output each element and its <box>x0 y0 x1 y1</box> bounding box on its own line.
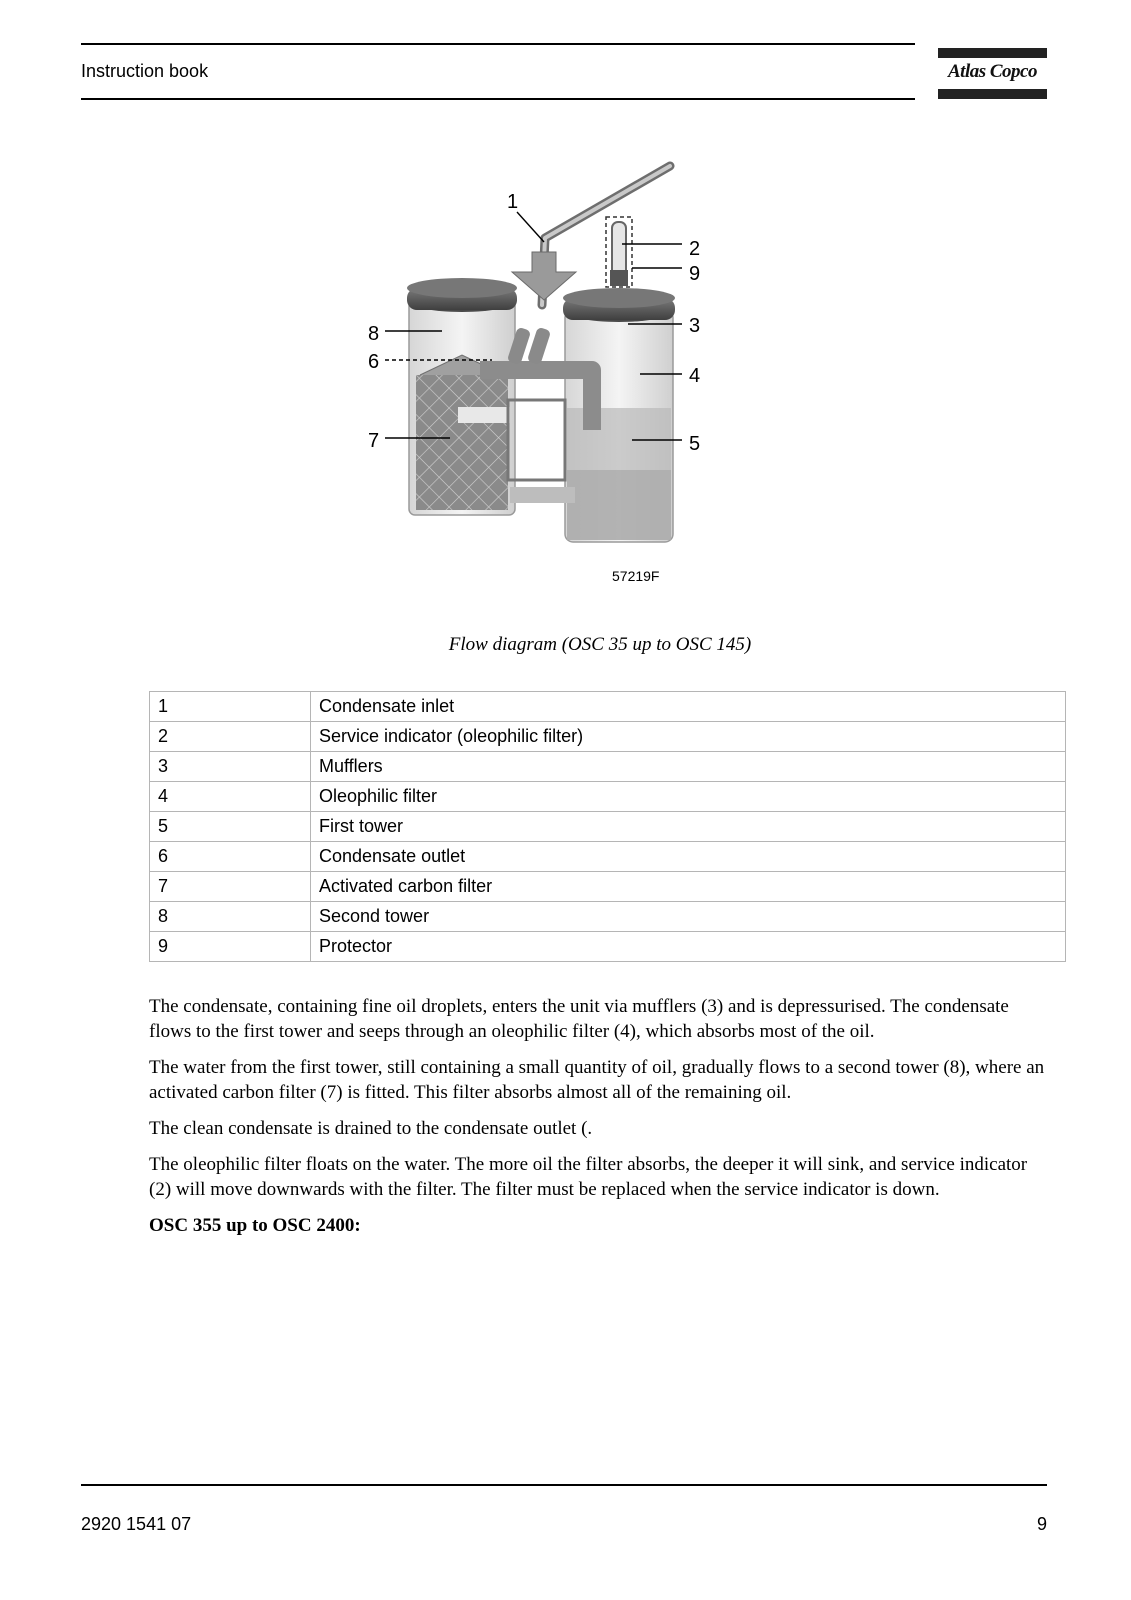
legend-label: Condensate inlet <box>311 692 1066 722</box>
legend-num: 7 <box>150 872 311 902</box>
table-row <box>150 842 1066 872</box>
figure-code: 57219F <box>612 568 660 584</box>
table-row <box>150 782 1066 812</box>
table-row <box>150 932 1066 962</box>
legend-num: 5 <box>150 812 311 842</box>
legend-num: 1 <box>150 692 311 722</box>
body-text <box>149 994 1049 1249</box>
table-row <box>150 722 1066 752</box>
callout-5: 5 <box>689 433 701 455</box>
page-number: 9 <box>1036 1514 1047 1534</box>
table-row <box>150 752 1066 782</box>
footer-rule <box>81 1484 1047 1486</box>
callout-6: 6 <box>368 351 380 373</box>
callout-1: 1 <box>507 191 519 213</box>
legend-label: Protector <box>311 932 1066 962</box>
callout-2: 2 <box>689 238 701 260</box>
body-paragraph: The condensate, containing fine oil droplets, enters the unit via mufflers (3) and is depressurised. The condensate flows to the first tower and seeps through an oleophilic filter (4), which absorbs most of the oil. <box>149 996 1009 1042</box>
body-paragraph: The water from the first tower, still containing a small quantity of oil, gradually flows to a second tower (8), where an activated carbon filter (7) is fitted. This filter absorbs almost all of the remaining oil. <box>149 1057 1045 1103</box>
legend-label: Activated carbon filter <box>311 872 1066 902</box>
table-row <box>150 812 1066 842</box>
legend-num: 8 <box>150 902 311 932</box>
flow-diagram-figure <box>360 160 760 590</box>
callout-4: 4 <box>689 365 701 387</box>
atlas-copco-logo <box>938 48 1047 100</box>
table-row <box>150 902 1066 932</box>
legend-label: Mufflers <box>311 752 1066 782</box>
section-subheading: OSC 355 up to OSC 2400: <box>149 1215 361 1236</box>
legend-num: 2 <box>150 722 311 752</box>
legend-label: Second tower <box>311 902 1066 932</box>
legend-label: Oleophilic filter <box>311 782 1066 812</box>
legend-num: 3 <box>150 752 311 782</box>
body-paragraph: The clean condensate is drained to the condensate outlet (. <box>149 1118 593 1139</box>
inlet-arrow <box>512 252 576 300</box>
legend-num: 4 <box>150 782 311 812</box>
logo-bar-bottom <box>938 89 1047 99</box>
legend-num: 6 <box>150 842 311 872</box>
legend-label: Service indicator (oleophilic filter) <box>311 722 1066 752</box>
legend-num: 9 <box>150 932 311 962</box>
header-rule-top <box>81 43 915 45</box>
callout-3: 3 <box>689 315 701 337</box>
callout-9: 9 <box>689 263 701 285</box>
legend-label: First tower <box>311 812 1066 842</box>
header-title: Instruction book <box>81 61 209 81</box>
table-row <box>150 872 1066 902</box>
callout-8: 8 <box>368 323 380 345</box>
doc-number: 2920 1541 07 <box>81 1514 192 1534</box>
body-paragraph: The oleophilic filter floats on the water. The more oil the filter absorbs, the deeper it will sink, and service indicator (2) will move downwards with the filter. The filter must be replaced when the service indicator is down. <box>149 1154 1028 1200</box>
second-tower <box>407 278 517 515</box>
logo-wordmark: Atlas Copco <box>948 61 1037 82</box>
table-row <box>150 692 1066 722</box>
header-rule-bottom <box>81 98 915 100</box>
logo-bar-top <box>938 48 1047 58</box>
first-tower <box>563 288 675 542</box>
legend-label: Condensate outlet <box>311 842 1066 872</box>
callout-7: 7 <box>368 430 380 452</box>
legend-table <box>149 691 1066 962</box>
figure-caption: Flow diagram (OSC 35 up to OSC 145) <box>448 634 752 655</box>
